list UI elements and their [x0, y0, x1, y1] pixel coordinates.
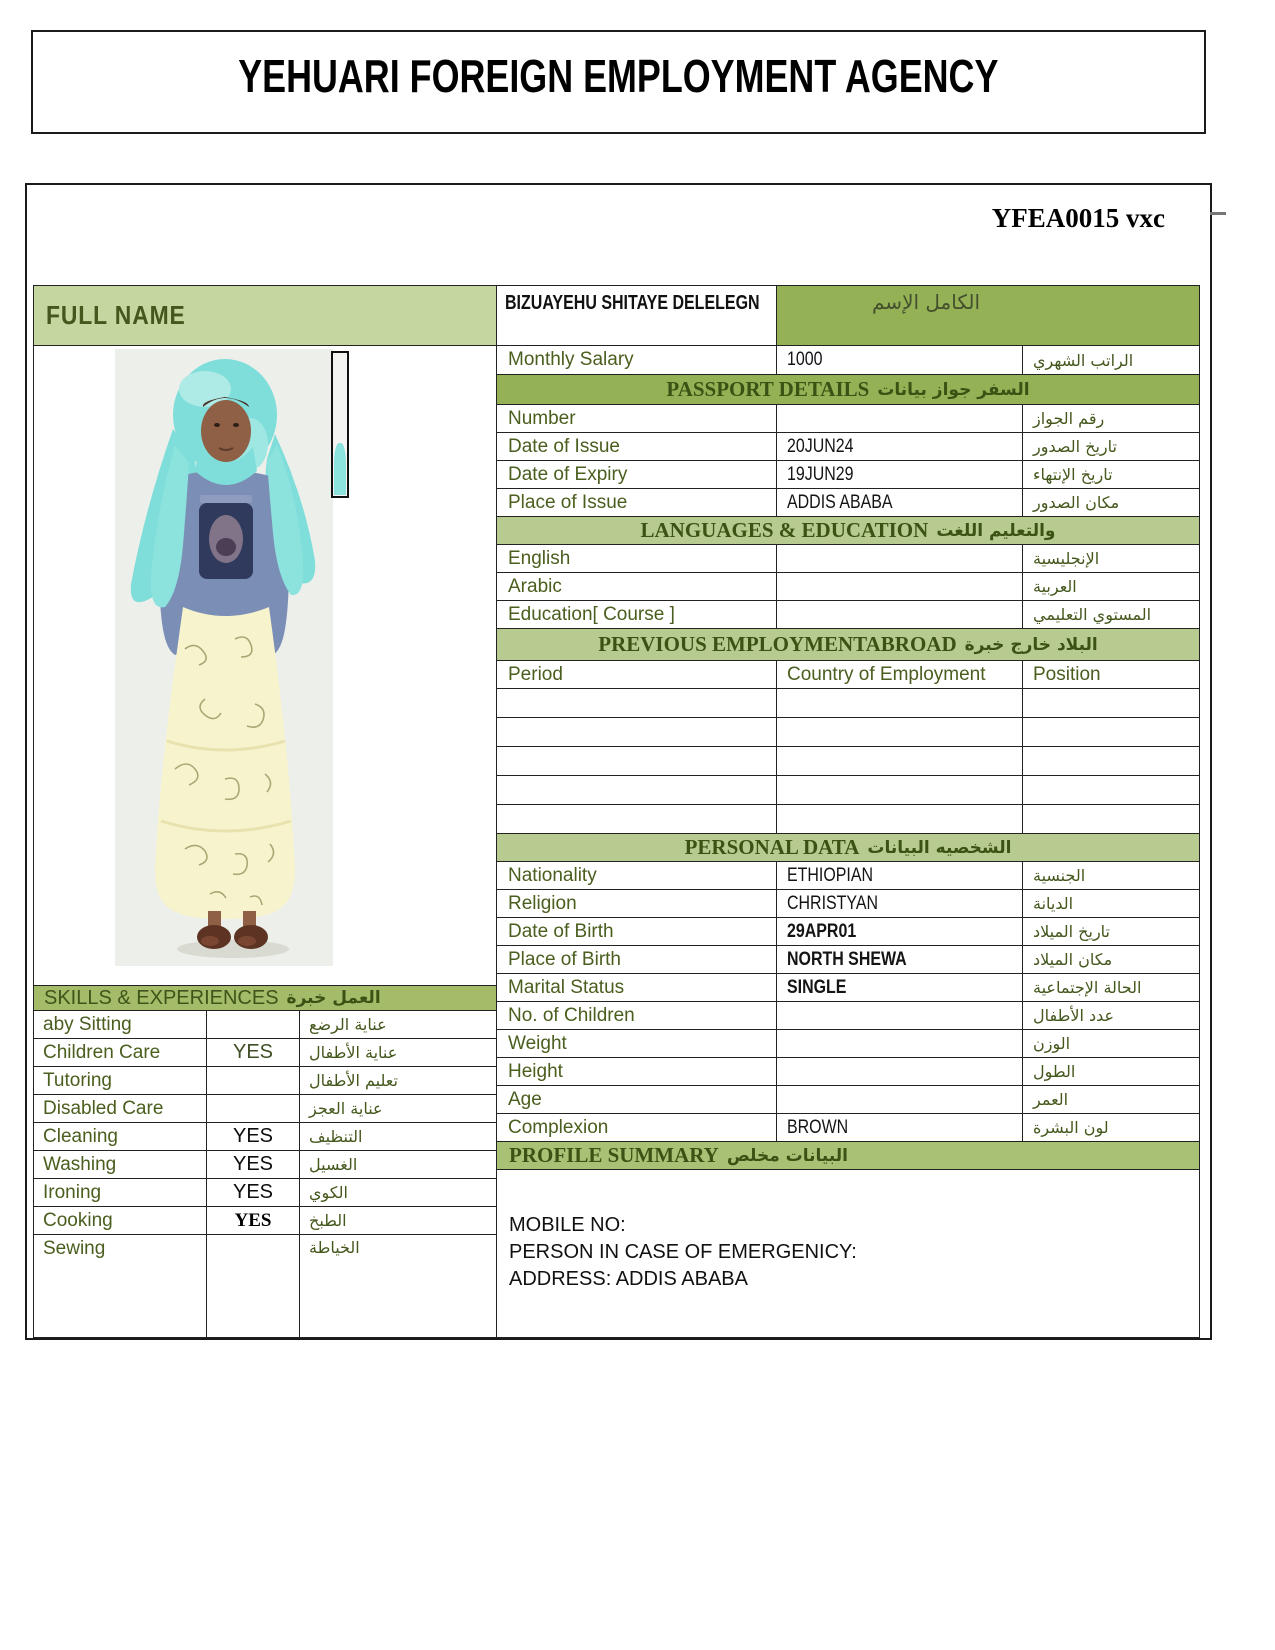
skill-label: Disabled Care [34, 1095, 207, 1123]
field-value [777, 433, 1023, 461]
full-name-value: BIZUAYEHU SHITAYE DELELEGN [505, 292, 760, 314]
skill-arabic: عناية الأطفال [309, 1043, 398, 1062]
field-label: Place of Issue [497, 489, 777, 517]
employment-empty-row [497, 776, 1200, 805]
row-skill-tutoring [34, 1067, 497, 1095]
row-skill-disabled-care [34, 1095, 497, 1123]
passport-title-arabic: السفر جواز بيانات [877, 379, 1030, 400]
field-value [777, 346, 1023, 375]
languages-title: LANGUAGES & EDUCATION [640, 518, 929, 542]
personal-title: PERSONAL DATA [684, 835, 860, 859]
date-of-expiry-value: 19JUN29 [787, 463, 854, 485]
skill-arabic: الغسيل [309, 1155, 358, 1174]
field-value [777, 461, 1023, 489]
skills-title: SKILLS & EXPERIENCES [44, 986, 279, 1009]
field-arabic: العربية [1033, 577, 1077, 596]
skill-arabic: تعليم الأطفال [309, 1071, 398, 1090]
field-value [777, 405, 1023, 433]
skill-label: aby Sitting [34, 1011, 207, 1039]
field-arabic: الوزن [1033, 1034, 1071, 1053]
row-date-of-expiry [497, 461, 1200, 489]
field-arabic: الحالة الإجتماعية [1033, 978, 1142, 997]
row-english [497, 545, 1200, 573]
field-label: Religion [497, 890, 777, 918]
row-skill-baby-sitting [34, 1011, 497, 1039]
field-label: English [497, 545, 777, 573]
skill-arabic-cell [300, 1179, 497, 1207]
field-value [777, 601, 1023, 629]
field-arabic: الراتب الشهري [1033, 350, 1134, 370]
row-monthly-salary [497, 346, 1200, 375]
full-name-arabic-cell [777, 286, 1200, 346]
empty-cell [497, 747, 777, 776]
field-arabic: الإنجليسية [1033, 549, 1100, 568]
passport-title: PASSPORT DETAILS [666, 377, 870, 401]
reference-code: YFEA0015 vxc [991, 203, 1165, 233]
row-skill-sewing [34, 1235, 497, 1338]
salary-value: 1000 [787, 349, 823, 370]
skill-arabic-cell [300, 1095, 497, 1123]
field-arabic: تاريخ الإنتهاء [1033, 465, 1113, 484]
field-value [777, 1002, 1023, 1030]
field-label: Monthly Salary [497, 346, 777, 375]
row-age [497, 1086, 1200, 1114]
field-arabic-cell [1023, 1002, 1200, 1030]
column-position: Position [1023, 661, 1200, 689]
empty-cell [777, 805, 1023, 834]
field-arabic-cell [1023, 918, 1200, 946]
right-column [497, 346, 1200, 1338]
skill-arabic: التنظيف [309, 1127, 363, 1146]
field-arabic-cell [1023, 461, 1200, 489]
field-arabic: العمر [1033, 1090, 1069, 1109]
empty-cell [1023, 747, 1200, 776]
field-arabic: المستوي التعليمي [1033, 605, 1152, 624]
field-label: Complexion [497, 1114, 777, 1142]
field-label: Age [497, 1086, 777, 1114]
field-arabic: الجنسية [1033, 866, 1086, 885]
field-arabic-cell [1023, 405, 1200, 433]
personal-section-header [497, 834, 1200, 862]
profile-title-arabic: البيانات مخلص [726, 1145, 848, 1166]
field-label: Arabic [497, 573, 777, 601]
field-arabic-cell [1023, 545, 1200, 573]
skill-value: YES [207, 1207, 300, 1235]
profile-title: PROFILE SUMMARY [509, 1143, 719, 1167]
field-value [777, 545, 1023, 573]
empty-cell [497, 776, 777, 805]
skill-arabic-cell [300, 1207, 497, 1235]
empty-cell [497, 689, 777, 718]
field-value [777, 862, 1023, 890]
form-table [33, 285, 1200, 1338]
skill-label: Cooking [34, 1207, 207, 1235]
row-skill-cooking [34, 1207, 497, 1235]
agency-title: YEHUARI FOREIGN EMPLOYMENT AGENCY [238, 50, 999, 102]
field-arabic-cell [1023, 1114, 1200, 1142]
field-arabic-cell [1023, 489, 1200, 517]
field-arabic-cell [1023, 573, 1200, 601]
empty-cell [1023, 689, 1200, 718]
date-of-birth-value: 29APR01 [787, 920, 857, 942]
row-skill-children-care [34, 1039, 497, 1067]
passport-section-header [497, 375, 1200, 405]
field-arabic: تاريخ الميلاد [1033, 922, 1110, 941]
employment-empty-row [497, 747, 1200, 776]
skill-arabic: عناية العجز [309, 1099, 383, 1118]
photo-overlap-strip [331, 351, 349, 498]
field-value [777, 1058, 1023, 1086]
skill-label: Cleaning [34, 1123, 207, 1151]
applicant-photo [115, 349, 333, 966]
languages-section-header [497, 517, 1200, 545]
skill-value [207, 1095, 300, 1123]
field-value [777, 918, 1023, 946]
full-name-label-cell [34, 286, 497, 346]
field-label: No. of Children [497, 1002, 777, 1030]
empty-cell [497, 805, 777, 834]
skill-arabic-cell [300, 1151, 497, 1179]
field-label: Date of Expiry [497, 461, 777, 489]
full-name-label: FULL NAME [46, 300, 186, 330]
skill-label: Ironing [34, 1179, 207, 1207]
field-arabic: الديانة [1033, 894, 1074, 913]
complexion-value: BROWN [787, 1116, 849, 1138]
row-place-of-birth [497, 946, 1200, 974]
full-name-arabic: الكامل الإسم [872, 290, 981, 314]
empty-cell [497, 718, 777, 747]
field-label: Number [497, 405, 777, 433]
empty-cell [1023, 805, 1200, 834]
row-passport-number [497, 405, 1200, 433]
field-value [777, 974, 1023, 1002]
skill-label: Sewing [34, 1235, 207, 1338]
row-date-of-issue [497, 433, 1200, 461]
form-box [25, 183, 1212, 1340]
place-of-issue-value: ADDIS ABABA [787, 491, 893, 513]
page-edge-mark [1210, 212, 1226, 215]
skill-value [207, 1011, 300, 1039]
skill-label: Washing [34, 1151, 207, 1179]
field-arabic-cell [1023, 433, 1200, 461]
field-value [777, 1086, 1023, 1114]
empty-cell [777, 776, 1023, 805]
skill-value: YES [207, 1151, 300, 1179]
row-weight [497, 1030, 1200, 1058]
skill-arabic-cell [300, 1235, 497, 1338]
skill-value [207, 1235, 300, 1338]
empty-cell [777, 747, 1023, 776]
employment-empty-row [497, 718, 1200, 747]
emergency-person-line: PERSON IN CASE OF EMERGENICY: [509, 1241, 857, 1263]
employment-empty-row [497, 805, 1200, 834]
field-arabic: تاريخ الصدور [1033, 437, 1117, 456]
marital-status-value: SINGLE [787, 976, 847, 998]
skill-label: Tutoring [34, 1067, 207, 1095]
place-of-birth-value: NORTH SHEWA [787, 948, 907, 970]
skill-value: YES [207, 1039, 300, 1067]
row-children [497, 1002, 1200, 1030]
skill-arabic-cell [300, 1123, 497, 1151]
skill-arabic-cell [300, 1067, 497, 1095]
column-country: Country of Employment [777, 661, 1023, 689]
languages-title-arabic: والتعليم اللغت [936, 520, 1056, 541]
field-value [777, 890, 1023, 918]
field-arabic-cell [1023, 1058, 1200, 1086]
field-value [777, 1030, 1023, 1058]
field-label: Education[ Course ] [497, 601, 777, 629]
skill-value: YES [207, 1179, 300, 1207]
applicant-photo-image [115, 349, 333, 966]
field-arabic: مكان الميلاد [1033, 950, 1113, 969]
skill-arabic-cell [300, 1011, 497, 1039]
row-complexion [497, 1114, 1200, 1142]
field-arabic: عدد الأطفال [1033, 1006, 1115, 1025]
skill-label: Children Care [34, 1039, 207, 1067]
empty-cell [1023, 718, 1200, 747]
profile-section-header [497, 1142, 1200, 1170]
religion-value: CHRISTYAN [787, 892, 879, 914]
photo-overlap-scarf-fragment [334, 443, 346, 495]
row-height [497, 1058, 1200, 1086]
field-label: Date of Birth [497, 918, 777, 946]
personal-title-arabic: الشخصيه البيانات [867, 837, 1012, 858]
field-arabic-cell [1023, 601, 1200, 629]
skill-arabic: الخياطة [309, 1238, 360, 1257]
skills-title-arabic: العمل خبرة [286, 988, 381, 1008]
field-label: Nationality [497, 862, 777, 890]
row-marital-status [497, 974, 1200, 1002]
row-education [497, 601, 1200, 629]
row-skill-cleaning [34, 1123, 497, 1151]
employment-empty-row [497, 689, 1200, 718]
skills-section-header [34, 986, 497, 1011]
photo-cell [34, 346, 497, 986]
row-religion [497, 890, 1200, 918]
row-nationality [497, 862, 1200, 890]
left-column [34, 346, 497, 1338]
field-arabic: لون البشرة [1033, 1118, 1109, 1137]
full-name-value-cell [497, 286, 777, 346]
field-arabic-cell [1023, 1086, 1200, 1114]
field-arabic-cell [1023, 1030, 1200, 1058]
field-label: Place of Birth [497, 946, 777, 974]
skill-arabic-cell [300, 1039, 497, 1067]
profile-summary-content [497, 1170, 1200, 1338]
employment-title-arabic: البلاد خارج خبرة [964, 634, 1098, 655]
row-place-of-issue [497, 489, 1200, 517]
row-full-name [34, 286, 1200, 346]
row-skill-ironing [34, 1179, 497, 1207]
field-value [777, 946, 1023, 974]
empty-cell [1023, 776, 1200, 805]
address-line: ADDRESS: ADDIS ABABA [509, 1268, 748, 1290]
field-label: Weight [497, 1030, 777, 1058]
field-arabic-cell [1023, 862, 1200, 890]
field-arabic-cell [1023, 890, 1200, 918]
agency-header [31, 30, 1206, 134]
row-arabic-language [497, 573, 1200, 601]
skill-arabic: الطبخ [309, 1211, 347, 1230]
field-arabic: مكان الصدور [1033, 493, 1120, 512]
field-arabic: رقم الجواز [1033, 409, 1105, 428]
empty-cell [777, 718, 1023, 747]
field-arabic-cell [1023, 974, 1200, 1002]
field-label: Marital Status [497, 974, 777, 1002]
field-label: Date of Issue [497, 433, 777, 461]
field-label: Height [497, 1058, 777, 1086]
field-arabic-cell [1023, 346, 1200, 375]
field-value [777, 1114, 1023, 1142]
row-skill-washing [34, 1151, 497, 1179]
field-arabic-cell [1023, 946, 1200, 974]
skill-value [207, 1067, 300, 1095]
employment-title: PREVIOUS EMPLOYMENTABROAD [598, 632, 957, 656]
field-value [777, 573, 1023, 601]
column-period: Period [497, 661, 777, 689]
date-of-issue-value: 20JUN24 [787, 435, 854, 457]
mobile-no-line: MOBILE NO: [509, 1214, 626, 1236]
field-arabic: الطول [1033, 1062, 1076, 1081]
empty-cell [777, 689, 1023, 718]
field-value [777, 489, 1023, 517]
skill-arabic: عناية الرضع [309, 1015, 387, 1034]
row-date-of-birth [497, 918, 1200, 946]
skill-arabic: الكوي [309, 1183, 348, 1202]
skill-value: YES [207, 1123, 300, 1151]
employment-section-header [497, 629, 1200, 661]
nationality-value: ETHIOPIAN [787, 864, 874, 886]
employment-columns-row [497, 661, 1200, 689]
